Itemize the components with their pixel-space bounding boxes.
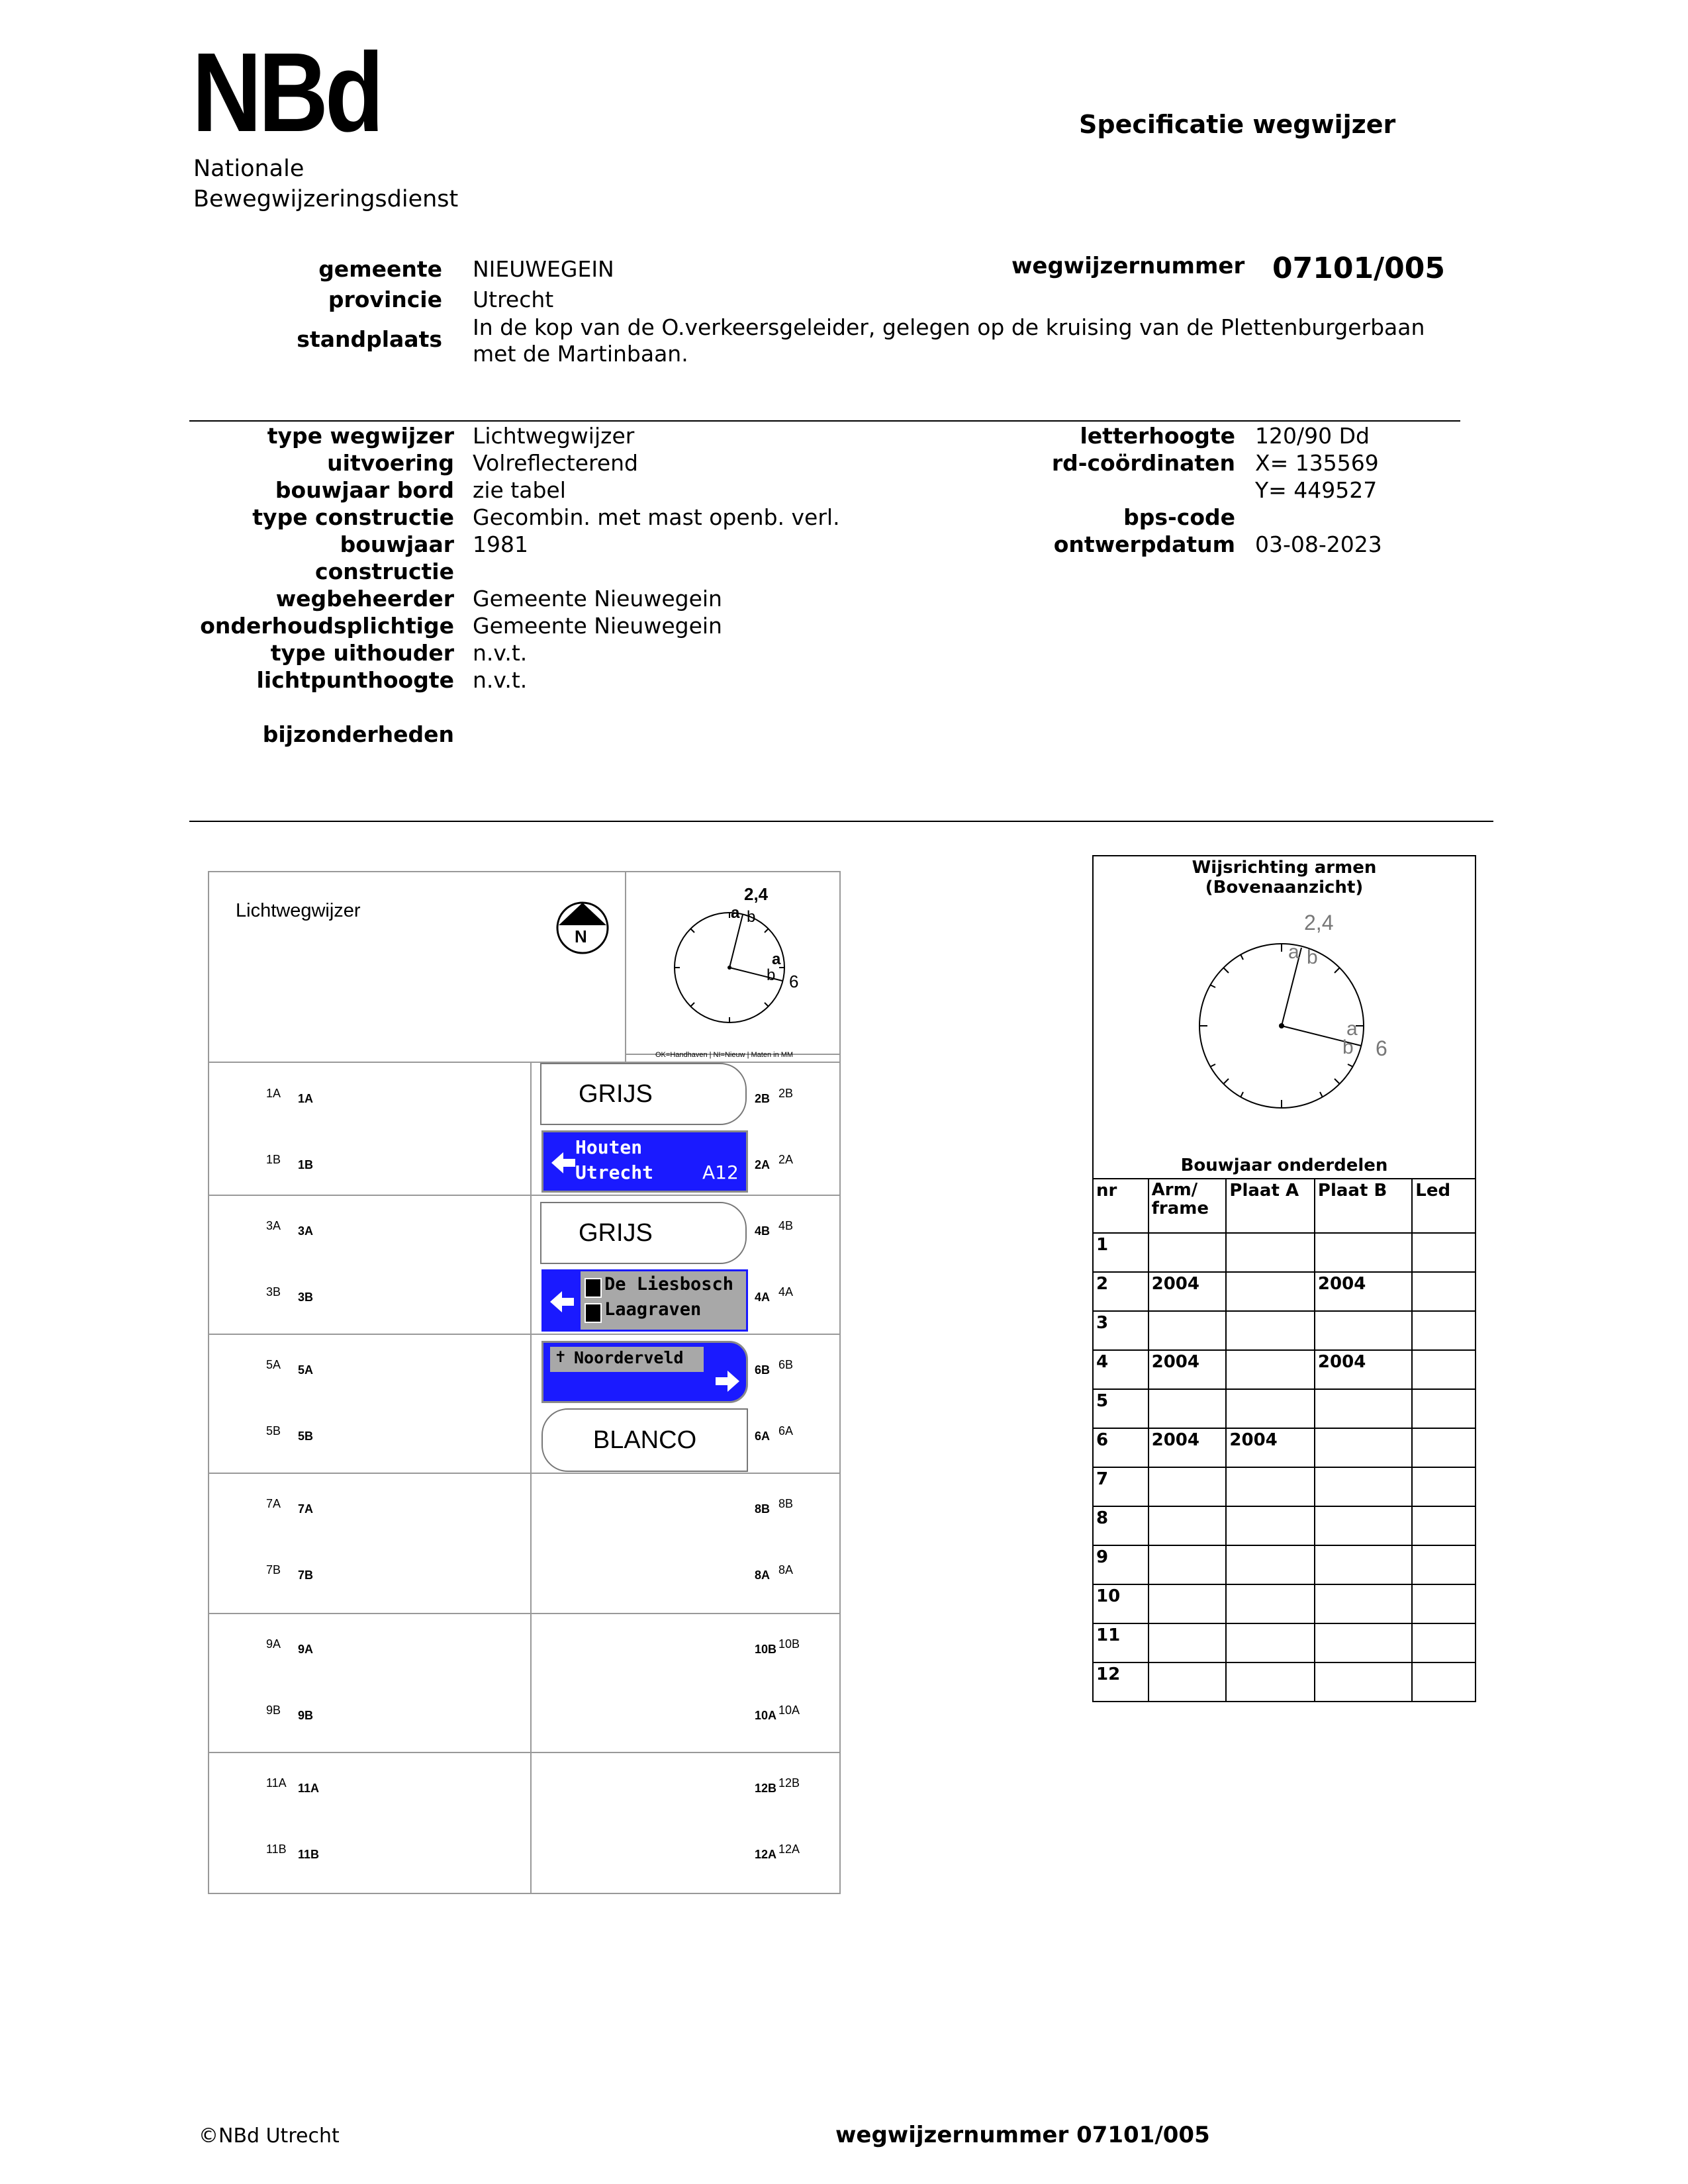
details-right-labels — [966, 422, 1235, 558]
slot-label-bold: 5A — [298, 1363, 314, 1377]
table-cell: 2004 — [1315, 1350, 1412, 1389]
table-cell — [1412, 1233, 1476, 1272]
detail-label: lichtpunthoogte — [256, 667, 454, 693]
table-cell — [1149, 1506, 1227, 1545]
row-divider — [208, 1613, 841, 1614]
table-cell: 2004 — [1149, 1428, 1227, 1467]
divider-top — [189, 420, 1460, 422]
arrow-right-icon — [713, 1367, 742, 1396]
detail-label: constructie — [315, 559, 454, 584]
detail-value: Y= 449527 — [1255, 477, 1378, 503]
slot-label-bold: 3A — [298, 1224, 314, 1238]
slot-label-bold: 1B — [298, 1158, 314, 1171]
slot-label: 8B — [778, 1497, 794, 1510]
table-cell — [1315, 1662, 1412, 1702]
slot-label: 2B — [778, 1087, 794, 1100]
standplaats-line-2: met de Martinbaan. — [473, 341, 688, 367]
sign-text: BLANCO — [592, 1426, 697, 1454]
table-cell — [1149, 1467, 1227, 1506]
sign-text: Noorderveld — [574, 1348, 684, 1367]
sign-2-houten-utrecht — [541, 1130, 748, 1193]
table-cell — [1226, 1389, 1315, 1428]
slot-label: 12A — [778, 1843, 800, 1856]
table-cell: 5 — [1093, 1389, 1149, 1428]
details-right-values — [1255, 422, 1454, 558]
small-dial-top: 2,4 — [744, 884, 769, 904]
table-header-row — [1093, 1179, 1476, 1233]
table-cell — [1412, 1545, 1476, 1584]
north-label: N — [575, 927, 587, 946]
table-cell: 7 — [1093, 1467, 1149, 1506]
table-cell — [1412, 1428, 1476, 1467]
sign-text: De Liesbosch — [604, 1274, 734, 1295]
detail-label — [189, 694, 454, 721]
logo-line-1: Nationale — [193, 156, 305, 182]
column-header: Arm/ frame — [1149, 1179, 1227, 1233]
table-row — [1093, 1311, 1476, 1350]
detail-value: zie tabel — [473, 477, 566, 503]
table-cell — [1149, 1623, 1227, 1662]
table-row — [1093, 1584, 1476, 1623]
slot-label: 9A — [266, 1637, 281, 1651]
table-cell: 2004 — [1149, 1350, 1227, 1389]
slot-label: 6A — [778, 1424, 794, 1437]
arrow-left-icon — [547, 1287, 577, 1316]
small-dial-a2: a — [772, 950, 781, 968]
slot-label-bold: 8B — [755, 1502, 771, 1516]
sign-text: GRIJS — [579, 1079, 653, 1108]
detail-label: bps-code — [1123, 504, 1235, 530]
slot-label-bold: 9B — [298, 1709, 314, 1722]
slot-label-bold: 11B — [298, 1848, 320, 1861]
table-cell: 4 — [1093, 1350, 1149, 1389]
table-cell: 2004 — [1315, 1272, 1412, 1311]
table-cell — [1412, 1272, 1476, 1311]
slot-label: 10B — [778, 1637, 800, 1651]
table-cell: 12 — [1093, 1662, 1149, 1702]
sign-6-blanco — [541, 1408, 748, 1472]
gemeente-value: NIEUWEGEIN — [473, 256, 614, 282]
slot-label: 4A — [778, 1285, 794, 1298]
large-dial-b1: b — [1307, 946, 1318, 968]
slot-label-bold: 3B — [298, 1291, 314, 1304]
table-row — [1093, 1506, 1476, 1545]
slot-label: 10A — [778, 1704, 800, 1717]
sign-4-liesbosch — [541, 1269, 748, 1332]
table-cell — [1412, 1506, 1476, 1545]
route-number: A12 — [702, 1161, 739, 1183]
table-cell — [1226, 1233, 1315, 1272]
detail-value: Volreflecterend — [473, 450, 638, 476]
large-dial-a1: a — [1288, 941, 1299, 963]
table-cell — [1226, 1623, 1315, 1662]
slot-label-bold: 10B — [755, 1643, 777, 1656]
table-row — [1093, 1467, 1476, 1506]
direction-panel-title — [1092, 858, 1476, 897]
slot-label: 11B — [266, 1843, 287, 1856]
table-row — [1093, 1272, 1476, 1311]
slot-label-bold: 8A — [755, 1569, 771, 1582]
large-dial-right: 6 — [1376, 1036, 1387, 1060]
slot-label-bold: 1A — [298, 1092, 314, 1105]
detail-label — [966, 477, 1235, 504]
slot-label-bold: 2A — [755, 1158, 771, 1171]
row-divider — [208, 1195, 841, 1196]
provincie-label: provincie — [328, 287, 442, 312]
table-cell: 2004 — [1149, 1272, 1227, 1311]
small-dial-b2: b — [767, 966, 776, 984]
detail-value: Gemeente Nieuwegein — [473, 586, 722, 612]
slot-label: 3B — [266, 1285, 281, 1298]
slot-label: 4B — [778, 1219, 794, 1232]
large-dial-b2: b — [1342, 1036, 1354, 1058]
detail-label: type constructie — [252, 504, 454, 530]
table-cell — [1315, 1506, 1412, 1545]
large-dial-top: 2,4 — [1304, 911, 1334, 934]
table-row — [1093, 1233, 1476, 1272]
frame-divider — [208, 1062, 841, 1063]
table-cell: 9 — [1093, 1545, 1149, 1584]
table-cell — [1149, 1545, 1227, 1584]
table-cell — [1412, 1350, 1476, 1389]
church-icon: ✝ — [555, 1347, 566, 1367]
detail-value: n.v.t. — [473, 667, 528, 693]
arrow-left-icon — [549, 1148, 578, 1177]
row-divider — [208, 1334, 841, 1335]
slot-label: 3A — [266, 1219, 281, 1232]
table-cell — [1315, 1389, 1412, 1428]
table-row — [1093, 1545, 1476, 1584]
detail-value — [1255, 504, 1454, 531]
bouwjaar-table-body — [1093, 1233, 1476, 1702]
logo-line-2: Bewegwijzeringsdienst — [193, 186, 459, 212]
slot-label: 8A — [778, 1563, 794, 1576]
table-cell: 1 — [1093, 1233, 1149, 1272]
large-dial — [1197, 941, 1366, 1111]
slot-label-bold: 4B — [755, 1224, 771, 1238]
slot-label-bold: 12B — [755, 1782, 777, 1795]
slot-label: 7B — [266, 1563, 281, 1576]
table-cell — [1226, 1506, 1315, 1545]
table-cell — [1149, 1662, 1227, 1702]
standplaats-label: standplaats — [297, 326, 442, 352]
bouwjaar-title: Bouwjaar onderdelen — [1180, 1156, 1388, 1175]
slot-label-bold: 4A — [755, 1291, 771, 1304]
column-header: Plaat A — [1226, 1179, 1315, 1233]
provincie-value: Utrecht — [473, 287, 554, 312]
table-row — [1093, 1662, 1476, 1702]
drawing-legend: OK=Handhaven | NI=Nieuw | Maten in MM — [655, 1051, 794, 1059]
details-left-values — [473, 422, 936, 694]
table-cell — [1315, 1584, 1412, 1623]
table-cell — [1412, 1662, 1476, 1702]
detail-label: onderhoudsplichtige — [200, 613, 454, 639]
details-left-labels — [189, 422, 454, 748]
frame-divider — [625, 871, 626, 1063]
sign-text: Laagraven — [604, 1299, 702, 1320]
detail-value: 120/90 Dd — [1255, 423, 1370, 449]
detail-value: Gemeente Nieuwegein — [473, 613, 722, 639]
sign-text: Utrecht — [575, 1161, 654, 1183]
table-row — [1093, 1428, 1476, 1467]
sign-text: Houten — [575, 1136, 643, 1158]
slot-label-bold: 5B — [298, 1430, 314, 1443]
table-row — [1093, 1389, 1476, 1428]
table-cell — [1315, 1623, 1412, 1662]
detail-value: 1981 — [473, 531, 528, 557]
industry-icon — [585, 1303, 602, 1323]
row-divider — [208, 1752, 841, 1753]
footer-nummer: wegwijzernummer 07101/005 — [835, 2122, 1210, 2148]
slot-label: 5B — [266, 1424, 281, 1437]
slot-label: 11A — [266, 1776, 287, 1790]
table-cell — [1149, 1389, 1227, 1428]
slot-label-bold: 6A — [755, 1430, 771, 1443]
direction-title-line-2: (Bovenaanzicht) — [1205, 878, 1364, 897]
document-title: Specificatie wegwijzer — [1079, 110, 1396, 139]
table-cell: 6 — [1093, 1428, 1149, 1467]
wegwijzernummer-label: wegwijzernummer — [1011, 253, 1245, 279]
detail-label: bijzonderheden — [262, 721, 454, 747]
detail-value: Lichtwegwijzer — [473, 423, 635, 449]
slot-label-bold: 11A — [298, 1782, 320, 1795]
drawing-title: Lichtwegwijzer — [236, 900, 361, 921]
table-row — [1093, 1623, 1476, 1662]
column-header: Plaat B — [1315, 1179, 1412, 1233]
table-cell: 8 — [1093, 1506, 1149, 1545]
sign-5-noorderveld — [541, 1341, 748, 1403]
detail-label: uitvoering — [327, 450, 454, 476]
detail-label: wegbeheerder — [275, 586, 454, 612]
table-cell — [1226, 1311, 1315, 1350]
table-cell: 3 — [1093, 1311, 1149, 1350]
gemeente-label: gemeente — [318, 256, 442, 282]
table-cell — [1226, 1584, 1315, 1623]
detail-value: 03-08-2023 — [1255, 531, 1382, 557]
table-cell — [1226, 1467, 1315, 1506]
large-dial-a2: a — [1346, 1018, 1358, 1040]
table-cell — [1315, 1233, 1412, 1272]
small-dial-a1: a — [731, 904, 740, 922]
table-cell — [1149, 1584, 1227, 1623]
table-cell: 11 — [1093, 1623, 1149, 1662]
table-cell — [1226, 1545, 1315, 1584]
slot-label: 7A — [266, 1497, 281, 1510]
detail-label: letterhoogte — [1080, 423, 1235, 449]
detail-label: bouwjaar bord — [275, 477, 454, 503]
column-header: nr — [1093, 1179, 1149, 1233]
detail-label: rd-coördinaten — [1051, 450, 1235, 476]
slot-label-bold: 7A — [298, 1502, 314, 1516]
divider-bottom — [189, 821, 1493, 822]
slot-label: 1A — [266, 1087, 281, 1100]
detail-label: bouwjaar — [340, 531, 454, 557]
bouwjaar-table — [1092, 1178, 1476, 1702]
table-cell — [1412, 1584, 1476, 1623]
direction-title-line-1: Wijsrichting armen — [1192, 858, 1377, 878]
slot-label-bold: 2B — [755, 1092, 771, 1105]
logo-nbd: NBd — [192, 30, 381, 156]
table-cell — [1412, 1311, 1476, 1350]
table-cell — [1315, 1545, 1412, 1584]
sign-text: GRIJS — [579, 1218, 653, 1247]
slot-label: 2A — [778, 1153, 794, 1166]
detail-label: type uithouder — [270, 640, 454, 666]
detail-value — [473, 558, 936, 585]
slot-label: 12B — [778, 1776, 800, 1790]
table-row — [1093, 1350, 1476, 1389]
table-cell — [1412, 1623, 1476, 1662]
slot-label: 5A — [266, 1358, 281, 1371]
slot-label: 9B — [266, 1704, 281, 1717]
slot-label-bold: 7B — [298, 1569, 314, 1582]
slot-label-bold: 6B — [755, 1363, 771, 1377]
table-cell — [1412, 1389, 1476, 1428]
table-cell: 2004 — [1226, 1428, 1315, 1467]
table-cell — [1226, 1662, 1315, 1702]
slot-label: 1B — [266, 1153, 281, 1166]
frame-divider — [530, 1062, 532, 1894]
table-cell — [1315, 1428, 1412, 1467]
footer-copyright: ©NBd Utrecht — [199, 2124, 340, 2148]
slot-label-bold: 9A — [298, 1643, 314, 1656]
table-cell: 2 — [1093, 1272, 1149, 1311]
detail-label: ontwerpdatum — [1053, 531, 1235, 557]
wegwijzernummer-value: 07101/005 — [1272, 251, 1445, 285]
standplaats-line-1: In de kop van de O.verkeersgeleider, gelegen op de kruising van de Plettenburgerbaan — [473, 314, 1425, 340]
detail-label: type wegwijzer — [267, 423, 454, 449]
table-cell — [1315, 1311, 1412, 1350]
industry-icon — [585, 1278, 602, 1298]
table-cell — [1149, 1233, 1227, 1272]
table-cell: 10 — [1093, 1584, 1149, 1623]
detail-value: Gecombin. met mast openb. verl. — [473, 504, 840, 530]
slot-label-bold: 10A — [755, 1709, 777, 1722]
sign-1-grijs — [540, 1063, 747, 1125]
row-divider — [208, 1473, 841, 1474]
column-header: Led — [1412, 1179, 1476, 1233]
slot-label-bold: 12A — [755, 1848, 777, 1861]
detail-value: n.v.t. — [473, 640, 528, 666]
detail-value: X= 135569 — [1255, 450, 1379, 476]
slot-label: 6B — [778, 1358, 794, 1371]
small-dial-right: 6 — [789, 972, 799, 991]
table-cell — [1226, 1272, 1315, 1311]
small-dial-b1: b — [747, 908, 756, 926]
table-cell — [1149, 1311, 1227, 1350]
table-cell — [1412, 1467, 1476, 1506]
table-cell — [1226, 1350, 1315, 1389]
table-cell — [1315, 1467, 1412, 1506]
sign-3-grijs — [540, 1202, 747, 1264]
